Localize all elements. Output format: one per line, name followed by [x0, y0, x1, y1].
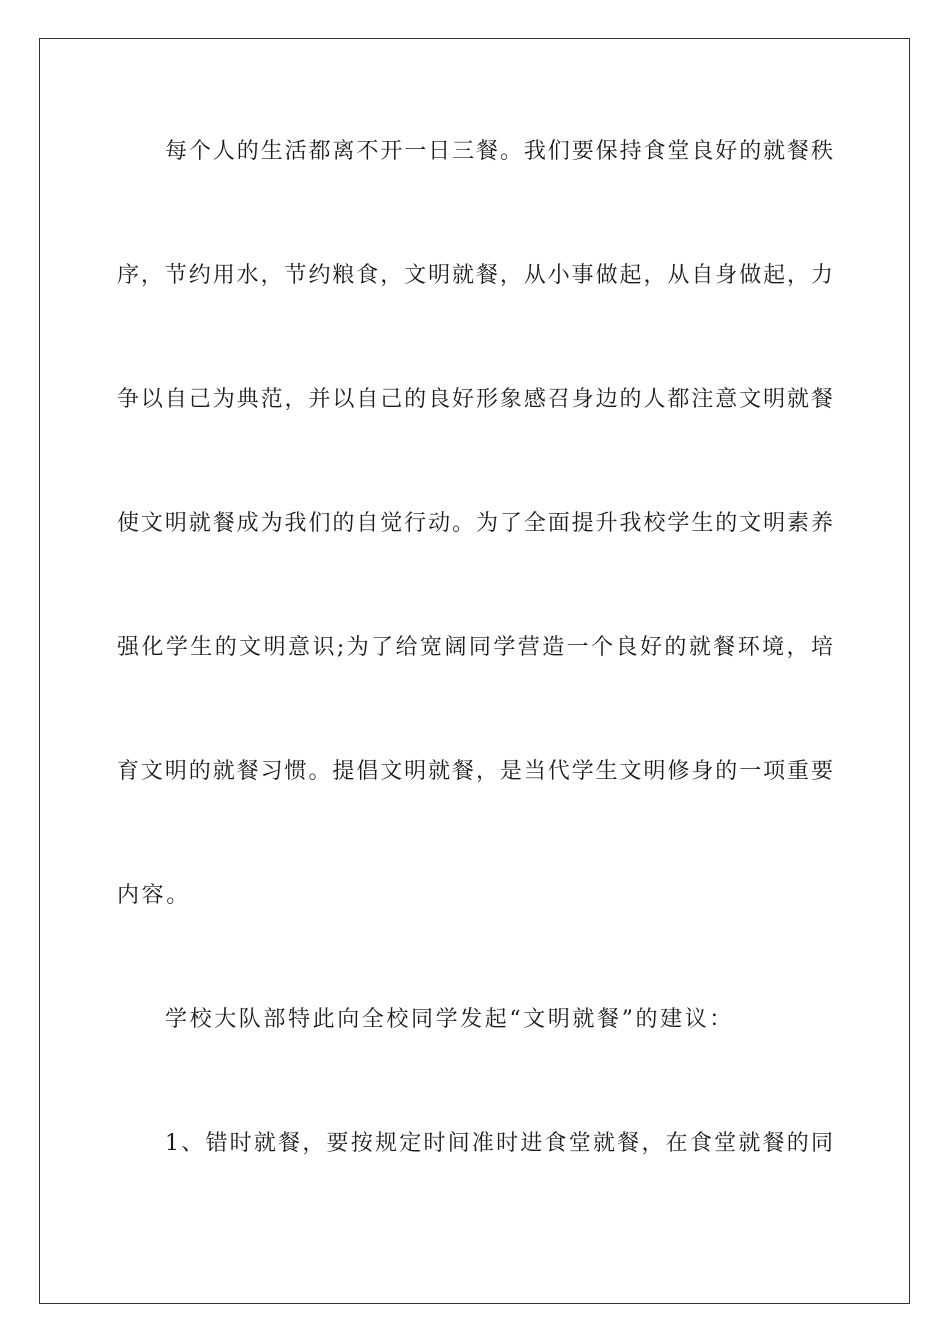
paragraph-1-line-4: 使文明就餐成为我们的自觉行动。为了全面提升我校学生的文明素养: [117, 511, 833, 536]
paragraph-1-line-5: 强化学生的文明意识;为了给宽阔同学营造一个良好的就餐环境，培: [117, 635, 833, 660]
paragraph-2-line-1: 学校大队部特此向全校同学发起“文明就餐”的建议：: [165, 1007, 734, 1032]
paragraph-1-line-7: 内容。: [117, 883, 191, 908]
paragraph-1-line-1: 每个人的生活都离不开一日三餐。我们要保持食堂良好的就餐秩: [165, 139, 833, 164]
paragraph-3-line-1: 1、错时就餐，要按规定时间准时进食堂就餐，在食堂就餐的同: [165, 1131, 833, 1156]
paragraph-1-line-3: 争以自己为典范，并以自己的良好形象感召身边的人都注意文明就餐: [117, 387, 833, 412]
paragraph-1-line-2: 序，节约用水，节约粮食，文明就餐，从小事做起，从自身做起，力: [117, 263, 833, 288]
paragraph-1-line-6: 育文明的就餐习惯。提倡文明就餐，是当代学生文明修身的一项重要: [117, 759, 833, 784]
page-border: [39, 38, 910, 1304]
